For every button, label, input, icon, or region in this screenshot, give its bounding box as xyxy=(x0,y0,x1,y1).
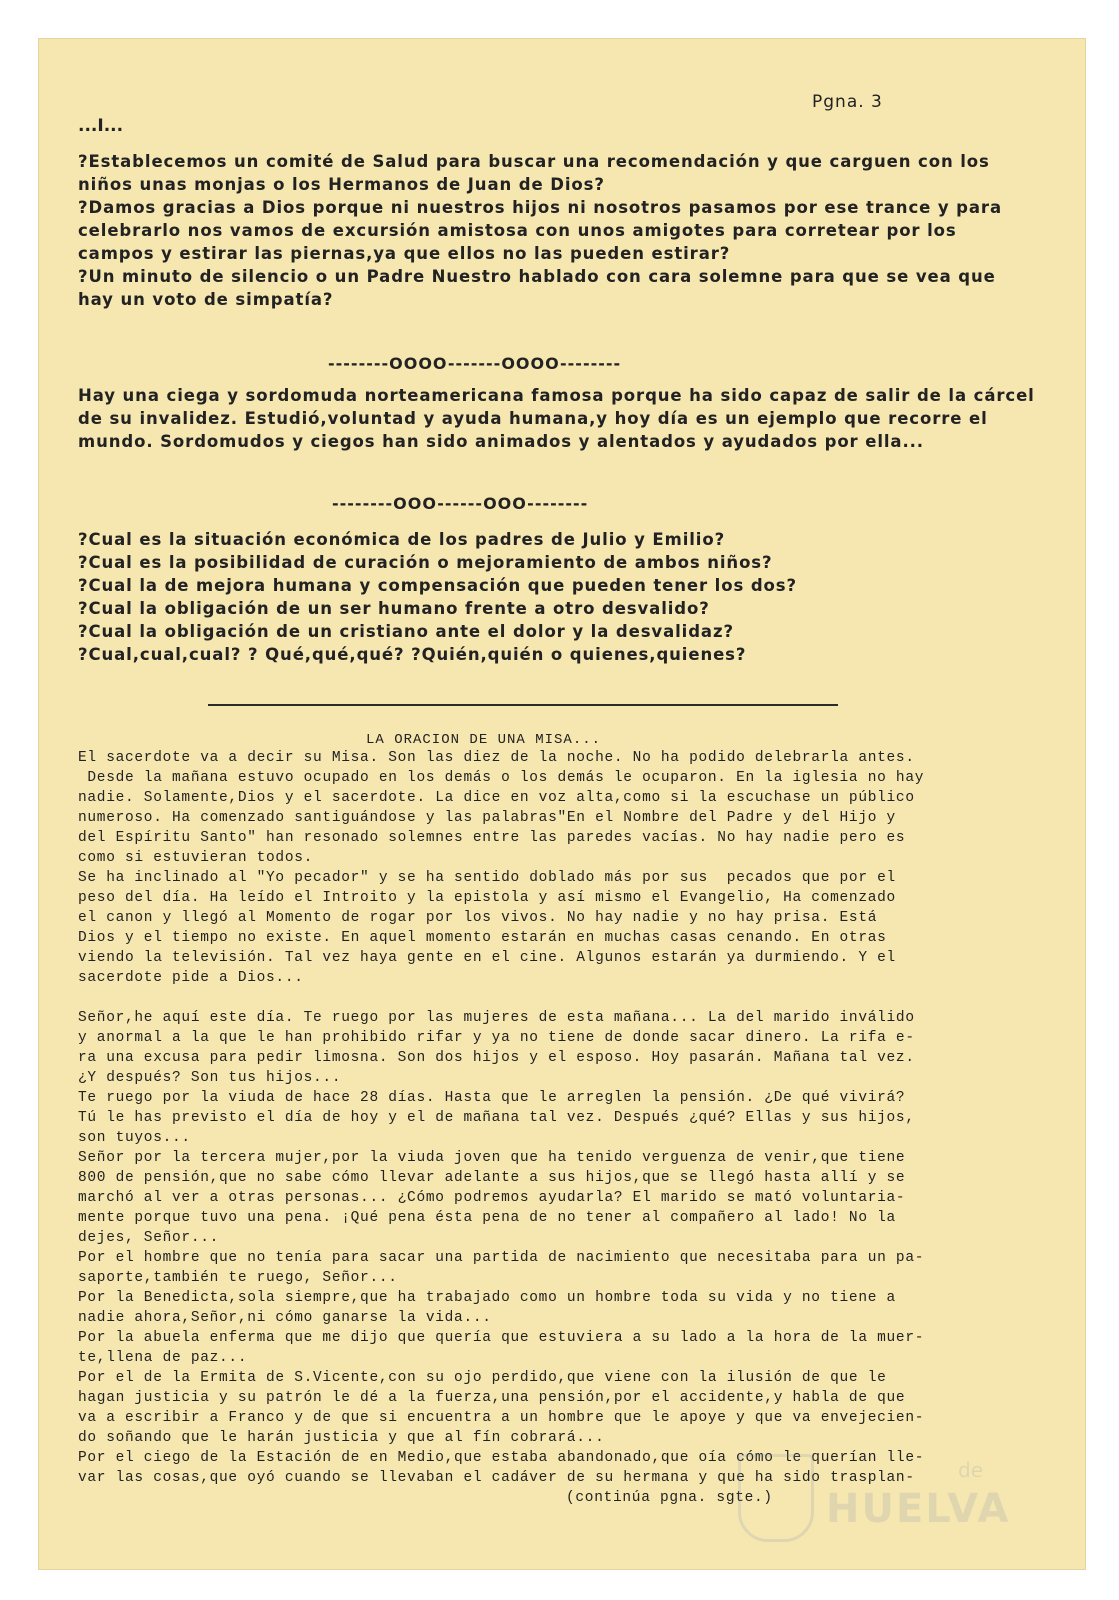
question-mejora: ?Cual la de mejora humana y compensación que pueden tener los dos? xyxy=(78,576,797,595)
article-line: Señor,he aquí este día. Te ruego por las mujeres de esta mañana... La del marido inválido xyxy=(78,1010,915,1026)
article-line: nadie ahora,Señor,ni cómo ganarse la vida... xyxy=(78,1310,492,1326)
article-line: marchó al ver a otras personas... ¿Cómo podremos ayudarla? El marido se mató voluntaria- xyxy=(78,1190,906,1206)
question-comite: ?Establecemos un comité de Salud para buscar una recomendación y que carguen con los niños unas monjas o los Hermanos de Juan de Dios? xyxy=(78,152,990,194)
article-line: hagan justicia y su patrón le dé a la fuerza,una pensión,por el accidente,y habla de que xyxy=(78,1390,906,1406)
article-line: Por el de la Ermita de S.Vicente,con su ojo perdido,que viene con la ilusión de que le xyxy=(78,1370,887,1386)
paragraph-ciega: Hay una ciega y sordomuda norteamericana famosa porque ha sido capaz de salir de la cárcel de su invalidez. Estudió,voluntad y ayuda humana,y hoy día es un ejemplo que recorre el mundo. Sordomudos y ciegos han sido animados y alentados y ayudados por ella... xyxy=(78,386,1035,451)
article-line: te,llena de paz... xyxy=(78,1350,248,1366)
article-line: Señor por la tercera mujer,por la viuda joven que ha tenido verguenza de venir,que tiene xyxy=(78,1150,906,1166)
watermark-small-text: de xyxy=(958,1458,983,1482)
archive-watermark xyxy=(738,1450,1038,1560)
article-line: sacerdote pide a Dios... xyxy=(78,970,304,986)
article-line: 800 de pensión,que no sabe cómo llevar adelante a sus hijos,que se llegó hasta allí y se xyxy=(78,1170,906,1186)
shield-icon xyxy=(738,1454,814,1542)
article-line: Por la Benedicta,sola siempre,que ha trabajado como un hombre toda su vida y no tiene a xyxy=(78,1290,896,1306)
question-obligacion-cristiano: ?Cual la obligación de un cristiano ante el dolor y la desvalidaz? xyxy=(78,622,734,641)
question-posibilidad: ?Cual es la posibilidad de curación o mejoramiento de ambos niños? xyxy=(78,553,773,572)
article-line: Por el ciego de la Estación de en Medio,que estaba abandonado,que oía cómo le querían lle- xyxy=(78,1450,925,1466)
question-gracias: ?Damos gracias a Dios porque ni nuestros hijos ni nosotros pasamos por ese trance y para celebrarlo nos vamos de excursión amistosa con unos amigotes para corretear por los campos y estirar las piernas,ya que ellos no las pueden estirar? xyxy=(78,198,1002,263)
article-line: como si estuvieran todos. xyxy=(78,850,314,866)
continues-note: (continúa pgna. sgte.) xyxy=(566,1490,773,1506)
questions-block-1 xyxy=(78,150,1038,311)
separator-2: --------OOO------OOO-------- xyxy=(332,494,589,513)
article-line: del Espíritu Santo" han resonado solemnes entre las paredes vacías. No hay nadie pero es xyxy=(78,830,906,846)
continuation-mark: ...I... xyxy=(78,116,124,136)
article-line: son tuyos... xyxy=(78,1130,191,1146)
watermark-text: HUELVA xyxy=(826,1486,1011,1532)
article-line: Tú le has previsto el día de hoy y el de mañana tal vez. Después ¿qué? Ellas y sus hijos, xyxy=(78,1110,915,1126)
article-line: va a escribir a Franco y de que si encuentra a un hombre que le apoye y que va envejecien- xyxy=(78,1410,925,1426)
article-line: Por la abuela enferma que me dijo que quería que estuviera a su lado a la hora de la muer- xyxy=(78,1330,925,1346)
article-line: saporte,también te ruego, Señor... xyxy=(78,1270,398,1286)
question-situacion: ?Cual es la situación económica de los padres de Julio y Emilio? xyxy=(78,530,726,549)
horizontal-rule xyxy=(208,704,838,706)
separator-1: --------OOOO-------OOOO-------- xyxy=(328,354,622,373)
article-blank-line xyxy=(78,988,1048,1008)
question-obligacion-humano: ?Cual la obligación de un ser humano frente a otro desvalido? xyxy=(78,599,710,618)
article-line: Dios y el tiempo no existe. En aquel momento estarán en muchas casas cenando. En otras xyxy=(78,930,887,946)
article-line: El sacerdote va a decir su Misa. Son las diez de la noche. No ha podido delebrarla antes. xyxy=(78,750,915,766)
document-page xyxy=(38,38,1086,1570)
article-line: el canon y llegó al Momento de rogar por los vivos. No hay nadie y no hay prisa. Está xyxy=(78,910,878,926)
article-line: ra una excusa para pedir limosna. Son dos hijos y el esposo. Hoy pasarán. Mañana tal vez. xyxy=(78,1050,915,1066)
article-line: do soñando que le harán justicia y que al fín cobrará... xyxy=(78,1430,605,1446)
page-number: Pgna. 3 xyxy=(812,92,883,112)
article-line: numeroso. Ha comenzado santiguándose y las palabras"En el Nombre del Padre y del Hijo y xyxy=(78,810,896,826)
question-silencio: ?Un minuto de silencio o un Padre Nuestro hablado con cara solemne para que se vea que hay un voto de simpatía? xyxy=(78,267,996,309)
article-line: Por el hombre que no tenía para sacar una partida de nacimiento que necesitaba para un pa- xyxy=(78,1250,925,1266)
questions-block-2 xyxy=(78,528,1038,666)
article-line: Desde la mañana estuvo ocupado en los demás o los demás le ocuparon. En la iglesia no hay xyxy=(78,770,925,786)
article-line: ¿Y después? Son tus hijos... xyxy=(78,1070,342,1086)
article-line: dejes, Señor... xyxy=(78,1230,220,1246)
article-line: var las cosas,que oyó cuando se llevaban el cadáver de su hermana y que ha sido trasplan- xyxy=(78,1470,915,1486)
article-line: peso del día. Ha leído el Introito y la epistola y así mismo el Evangelio, Ha comenzado xyxy=(78,890,896,906)
article-body xyxy=(78,748,1048,1488)
article-line: Se ha inclinado al "Yo pecador" y se ha sentido doblado más por sus pecados que por el xyxy=(78,870,896,886)
article-line: viendo la televisión. Tal vez haya gente en el cine. Algunos estarán ya durmiendo. Y el xyxy=(78,950,896,966)
question-cual: ?Cual,cual,cual? ? Qué,qué,qué? ?Quién,quién o quienes,quienes? xyxy=(78,645,747,664)
article-title: LA ORACION DE UNA MISA... xyxy=(366,732,602,748)
article-line: nadie. Solamente,Dios y el sacerdote. La dice en voz alta,como si la escuchase un público xyxy=(78,790,915,806)
article-line: Te ruego por la viuda de hace 28 días. Hasta que le arreglen la pensión. ¿De qué vivirá? xyxy=(78,1090,906,1106)
article-line: mente porque tuvo una pena. ¡Qué pena ésta pena de no tener al compañero al lado! No la xyxy=(78,1210,896,1226)
article-line: y anormal a la que le han prohibido rifar y ya no tiene de donde sacar dinero. La rifa e- xyxy=(78,1030,915,1046)
